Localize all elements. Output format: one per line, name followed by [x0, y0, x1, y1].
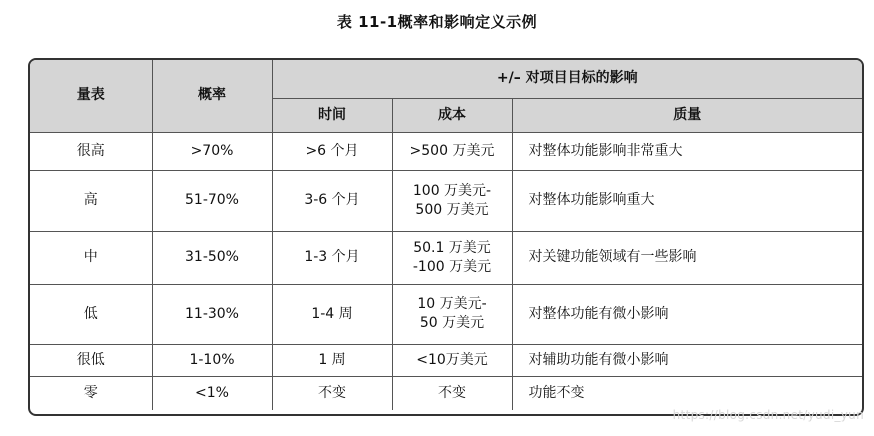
cell-cost: [392, 344, 512, 376]
cell-cost-line: 10 万美元-: [417, 296, 487, 312]
table-caption: 表 11-1概率和影响定义示例: [336, 13, 538, 31]
table-row: [30, 376, 862, 410]
cell-scale: 零: [30, 376, 152, 410]
header-time: 时间: [272, 98, 392, 132]
cell-time: 1-3 个月: [272, 231, 392, 284]
cell-time: 3-6 个月: [272, 170, 392, 231]
impact-definition-table-frame: [28, 58, 864, 416]
cell-probability: 51-70%: [152, 170, 272, 231]
cell-quality: 对整体功能有微小影响: [512, 284, 862, 344]
cell-cost-line: 不变: [438, 384, 466, 401]
cell-quality: 对辅助功能有微小影响: [512, 344, 862, 376]
cell-cost-line: 100 万美元-: [412, 182, 492, 199]
impact-definition-table: [30, 60, 862, 410]
cell-cost: [392, 231, 512, 284]
cell-cost-line: <10万美元: [416, 351, 488, 368]
cell-cost-line: >500 万美元: [409, 142, 495, 159]
cell-time: >6 个月: [272, 132, 392, 170]
cell-scale: 高: [30, 170, 152, 231]
cell-scale: 很低: [30, 344, 152, 376]
cell-cost-line: 50.1 万美元: [413, 239, 491, 256]
table-row: [30, 170, 862, 231]
cell-cost-line: -100 万美元: [412, 258, 492, 275]
header-scale: 量表: [30, 60, 152, 132]
cell-probability: <1%: [152, 376, 272, 410]
header-probability: 概率: [152, 60, 272, 132]
cell-quality: 对关键功能领域有一些影响: [512, 231, 862, 284]
header-impact-group: +/– 对项目目标的影响: [272, 60, 862, 98]
cell-quality: 对整体功能影响非常重大: [512, 132, 862, 170]
cell-scale: 中: [30, 231, 152, 284]
table-row: [30, 231, 862, 284]
cell-scale: 很高: [30, 132, 152, 170]
cell-cost: [392, 376, 512, 410]
cell-quality: 对整体功能影响重大: [512, 170, 862, 231]
cell-probability: 31-50%: [152, 231, 272, 284]
table-row: [30, 132, 862, 170]
cell-cost-line: 50 万美元: [419, 315, 485, 331]
cell-cost: [392, 132, 512, 170]
watermark: https://blog.csdn.net/yudi_yun: [672, 408, 864, 422]
cell-quality: 功能不变: [512, 376, 862, 410]
cell-cost: [392, 284, 512, 344]
cell-cost: [392, 170, 512, 231]
cell-cost-line: 500 万美元: [415, 201, 489, 218]
cell-probability: >70%: [152, 132, 272, 170]
cell-probability: 11-30%: [152, 284, 272, 344]
cell-time: 1 周: [272, 344, 392, 376]
table-row: [30, 284, 862, 344]
cell-scale: 低: [30, 284, 152, 344]
table-body: [30, 132, 862, 410]
cell-time: 1-4 周: [272, 284, 392, 344]
table-row: [30, 344, 862, 376]
header-cost: 成本: [392, 98, 512, 132]
header-quality: 质量: [512, 98, 862, 132]
cell-time: 不变: [272, 376, 392, 410]
cell-probability: 1-10%: [152, 344, 272, 376]
